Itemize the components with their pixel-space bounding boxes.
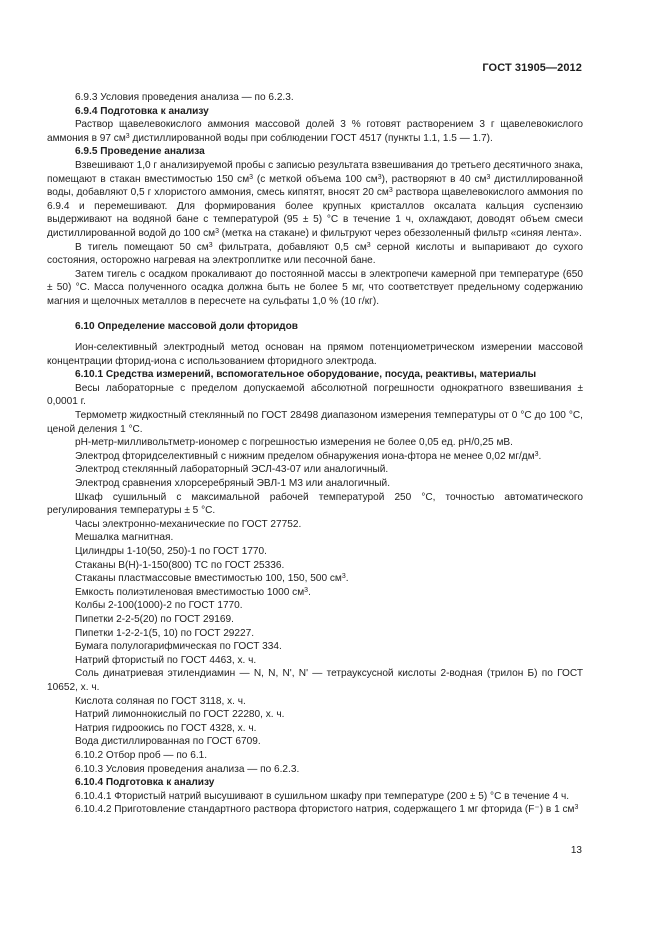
paragraph: Раствор щавелевокислого аммония массовой долей 3 % готовят растворением 3 г щавелевокислого аммония в 97 $см^3$ дистиллированной воды при соблюдении ГОСТ 4517 (пункты 1.1, 1.5 — 1.7). [47, 119, 583, 144]
paragraph: Цилиндры 1-10(50, 250)-1 по ГОСТ 1770. [75, 546, 267, 557]
paragraph: Взвешивают 1,0 г анализируемой пробы с записью результата взвешивания до третьего десятичного знака, помещают в стакан вместимостью 150 $см^3$ (с меткой объема 100 $см^3$), растворяют в 40 $см^3$ дистиллированной воды, добавляют 0,5 г хлористого аммония, смесь кипятят, вносят 20 $см^3$ раствора щавелевокислого аммония по 6.9.4 и перемешивают. Для формирования более крупных кристаллов оксалата кальция суспензию выдерживают на водяной бане с температурой (95 ± 5) °С в течение 1 ч, охлаждают, доводят объем смеси дистиллированной водой до 100 $см^3$ (метка на стакане) и фильтруют через обеззоленный фильтр «синяя лента». [47, 159, 583, 239]
paragraph: Мешалка магнитная. [75, 532, 174, 544]
paragraph: Стаканы пластмассовые вместимостью 100, 150, 500 $см^3$. [75, 573, 349, 585]
section-heading: 6.10 Определение массовой доли фторидов [75, 320, 298, 332]
paragraph: Емкость полиэтиленовая вместимостью 1000 $см^3$. [75, 586, 311, 598]
section-heading: 6.9.5 Проведение анализа [75, 146, 205, 158]
paragraph: Стаканы В(Н)-1-150(800) ТС по ГОСТ 25336. [75, 559, 285, 571]
section-heading: 6.10.1 Средства измерений, вспомогательное оборудование, посуда, реактивы, материалы [75, 369, 537, 381]
paragraph: Вода дистиллированная по ГОСТ 6709. [75, 736, 261, 748]
page-number: 13 [570, 845, 582, 856]
paragraph: Весы лабораторные с пределом допускаемой абсолютной погрешности однократного взвешивания ± 0,0001 г. [47, 382, 583, 408]
paragraph: 6.10.4.1 Фтористый натрий высушивают в сушильном шкафу при температуре (200 ± 5) °С в течение 4 ч. [75, 790, 570, 802]
paragraph: Бумага полулогарифмическая по ГОСТ 334. [75, 641, 282, 653]
paragraph: Электрод стеклянный лабораторный ЭСЛ-43-07 или аналогичный. [75, 464, 389, 476]
paragraph: pH-метр-милливольтметр-иономер с погрешностью измерения не более 0,05 ед. pH/0,25 мВ. [75, 437, 513, 449]
paragraph: Ион-селективный электродный метод основан на прямом потенциометрическом измерении массовой концентрации фторид-иона с использованием фторидного электрода. [47, 342, 583, 367]
paragraph: Соль динатриевая этилендиамин — N, N, N', N' — тетрауксусной кислоты 2-водная (трилон Б) по ГОСТ 10652, х. ч. [47, 668, 583, 693]
paragraph: Пипетки 2-2-5(20) по ГОСТ 29169. [75, 613, 234, 625]
paragraph: Натрий фтористый по ГОСТ 4463, х. ч. [75, 654, 257, 666]
section-heading: 6.10.4 Подготовка к анализу [75, 777, 215, 789]
paragraph: Затем тигель с осадком прокаливают до постоянной массы в электропечи камерной при температуре (650 ± 50) °С. Масса полученного осадка должна быть не более 5 мг, что соответствует предельному содержанию магния и щелочных металлов в пересчете на сульфаты 1,0 % (10 г/кг). [47, 268, 583, 307]
paragraph: В тигель помещают 50 $см^3$ фильтрата, добавляют 0,5 $см^3$ серной кислоты и выпаривают до сухого состояния, осторожно нагревая на электроплитке или песочной бане. [47, 241, 583, 267]
paragraph: Натрия гидроокись по ГОСТ 4328, х. ч. [75, 722, 257, 734]
paragraph: Кислота соляная по ГОСТ 3118, х. ч. [75, 695, 246, 707]
paragraph: Колбы 2-100(1000)-2 по ГОСТ 1770. [75, 600, 243, 612]
paragraph: Электрод сравнения хлорсеребряный ЭВЛ-1 М3 или аналогичный. [75, 478, 390, 490]
paragraph: 6.10.2 Отбор проб — по 6.1. [75, 749, 208, 761]
document-body [47, 91, 583, 817]
paragraph: Шкаф сушильный с максимальной рабочей температурой 250 °С, точностью автоматического регулирования температуры ± 5 °С. [47, 491, 583, 517]
paragraph: Пипетки 1-2-2-1(5, 10) по ГОСТ 29227. [75, 627, 255, 639]
paragraph: 6.10.4.2 Приготовление стандартного раствора фтористого натрия, содержащего 1 мг фторида (F⁻) в 1 $см^3$ [75, 804, 579, 816]
paragraph: 6.10.3 Условия проведения анализа — по 6.2.3. [75, 763, 300, 775]
paragraph: Термометр жидкостный стеклянный по ГОСТ 28498 диапазоном измерения температуры от 0 °С до 100 °С, ценой деления 1 °С. [47, 410, 583, 435]
document-header: ГОСТ 31905—2012 [482, 62, 582, 74]
paragraph: Электрод фторидселективный с нижним пределом обнаружения иона-фтора не менее 0,02 $мг/дм^3$. [75, 450, 542, 462]
paragraph: Часы электронно-механические по ГОСТ 27752. [75, 518, 302, 530]
section-heading: 6.9.4 Подготовка к анализу [75, 105, 209, 117]
paragraph: Натрий лимоннокислый по ГОСТ 22280, х. ч. [75, 709, 285, 721]
paragraph: 6.9.3 Условия проведения анализа — по 6.2.3. [75, 92, 294, 103]
